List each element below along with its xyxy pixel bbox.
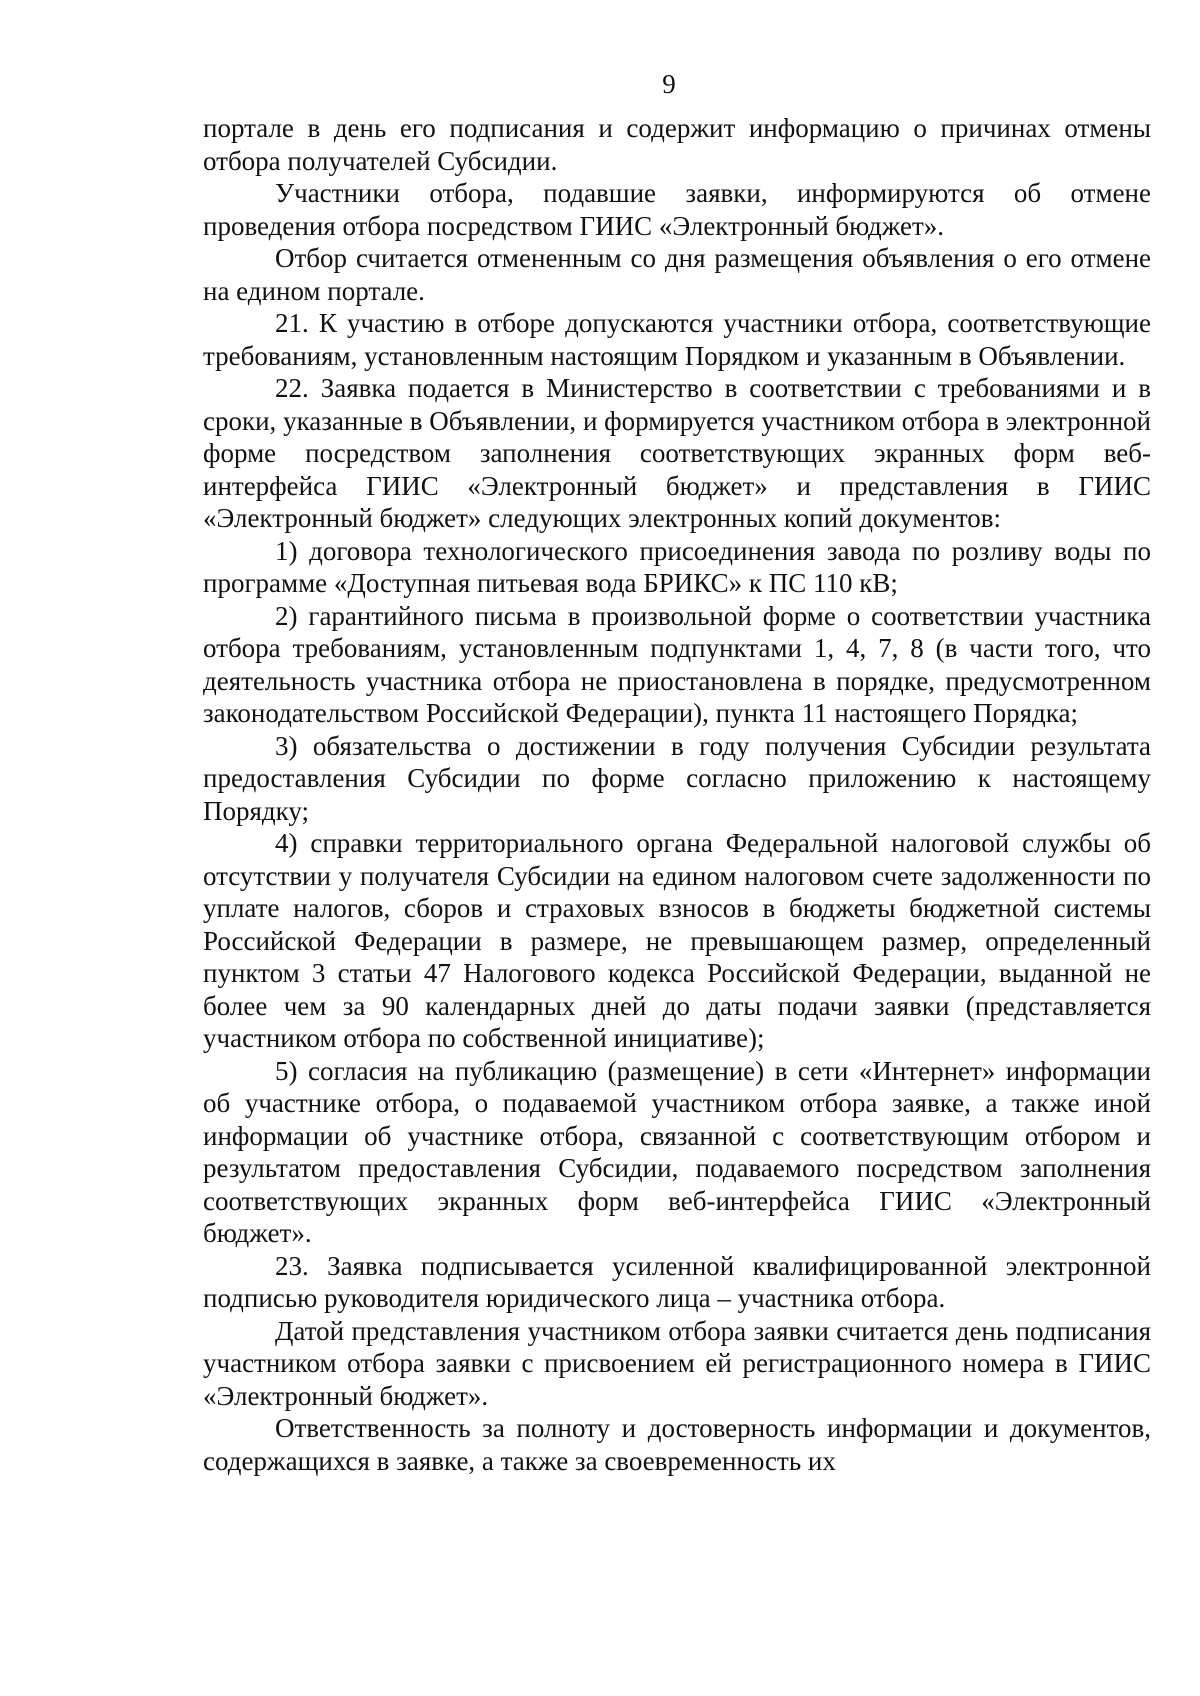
paragraph: Датой представления участником отбора заявки считается день подписания участником отбора заявки с присвоением ей регистрационного номера в ГИИС «Электронный бюджет».	[203, 1315, 1151, 1411]
paragraph: Отбор считается отмененным со дня размещения объявления о его отмене на едином портале.	[203, 243, 1151, 306]
list-item-2: 2) гарантийного письма в произвольной форме о соответствии участника отбора требованиям, установленным подпунктами 1, 4, 7, 8 (в части того, что деятельность участника отбора не приостановлена в порядке, предусмотренном законодательством Российской Федерации), пункта 11 настоящего Порядка;	[203, 600, 1151, 728]
list-item-1: 1) договора технологического присоединения завода по розливу воды по программе «Доступная питьевая вода БРИКС» к ПС 110 кВ;	[203, 535, 1151, 598]
document-body	[203, 112, 1151, 1477]
paragraph: Участники отбора, подавшие заявки, информируются об отмене проведения отбора посредством ГИИС «Электронный бюджет».	[203, 178, 1151, 241]
paragraph-item-23: 23. Заявка подписывается усиленной квалифицированной электронной подписью руководителя юридического лица – участника отбора.	[203, 1250, 1151, 1313]
paragraph-item-21: 21. К участию в отборе допускаются участники отбора, соответствующие требованиям, установленным настоящим Порядком и указанным в Объявлении.	[203, 308, 1151, 371]
list-item-4: 4) справки территориального органа Федеральной налоговой службы об отсутствии у получателя Субсидии на едином налоговом счете задолженности по уплате налогов, сборов и страховых взносов в бюджеты бюджетной системы Российской Федерации в размере, не превышающем размер, определенный пунктом 3 статьи 47 Налогового кодекса Российской Федерации, выданной не более чем за 90 календарных дней до даты подачи заявки (представляется участником отбора по собственной инициативе);	[203, 828, 1151, 1053]
page-number: 9	[662, 69, 676, 99]
paragraph: портале в день его подписания и содержит информацию о причинах отмены отбора получателей Субсидии.	[203, 113, 1151, 176]
paragraph-item-22: 22. Заявка подается в Министерство в соответствии с требованиями и в сроки, указанные в Объявлении, и формируется участником отбора в электронной форме посредством заполнения соответствующих экранных форм веб-интерфейса ГИИС «Электронный бюджет» и представления в ГИИС «Электронный бюджет» следующих электронных копий документов:	[203, 373, 1151, 533]
list-item-3: 3) обязательства о достижении в году получения Субсидии результата предоставления Субсидии по форме согласно приложению к настоящему Порядку;	[203, 730, 1151, 826]
paragraph: Ответственность за полноту и достоверность информации и документов, содержащихся в заявке, а также за своевременность их	[203, 1413, 1151, 1476]
list-item-5: 5) согласия на публикацию (размещение) в сети «Интернет» информации об участнике отбора, о подаваемой участником отбора заявке, а также иной информации об участнике отбора, связанной с соответствующим отбором и результатом предоставления Субсидии, подаваемого посредством заполнения соответствующих экранных форм веб-интерфейса ГИИС «Электронный бюджет».	[203, 1055, 1151, 1248]
